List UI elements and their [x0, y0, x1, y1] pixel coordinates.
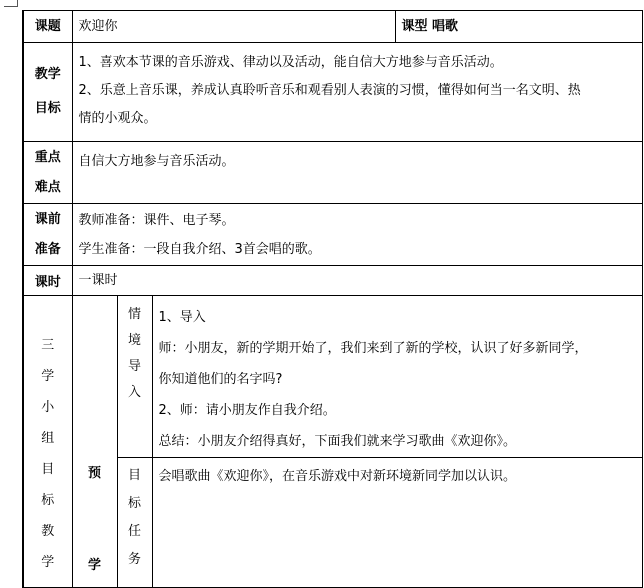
scenario-line: 总结：小朋友介绍得真好，下面我们就来学习歌曲《欢迎你》。	[158, 434, 517, 449]
target-char: 目	[127, 468, 141, 483]
target-char: 标	[127, 496, 141, 511]
preparation-label	[23, 204, 72, 266]
type-value: 唱歌	[432, 18, 459, 34]
corner-mark	[0, 0, 20, 10]
stage-label	[72, 296, 117, 588]
key-points-label-1: 重点	[34, 149, 61, 165]
target-content: 会唱歌曲《欢迎你》，在音乐游戏中对新环境新同学加以认识。	[152, 458, 642, 588]
scenario-char: 导	[127, 359, 141, 374]
lesson-plan-table	[22, 10, 643, 588]
scenario-char: 境	[127, 333, 141, 348]
stage-char-bottom: 学	[87, 558, 101, 573]
scenario-row	[23, 296, 642, 458]
objectives-content	[72, 43, 642, 142]
lesson-type	[395, 11, 642, 43]
key-points-row	[23, 142, 642, 204]
side-char: 目	[41, 462, 55, 477]
teacher-preparation: 教师准备：课件、电子琴。	[78, 213, 235, 228]
scenario-label	[117, 296, 152, 458]
objectives-label-2: 目标	[34, 101, 61, 116]
side-char: 小	[41, 400, 55, 415]
scenario-line: 1、导入	[158, 310, 206, 325]
objectives-row	[23, 43, 642, 142]
scenario-line: 2、师：请小朋友作自我介绍。	[158, 403, 336, 418]
type-label: 课型	[401, 18, 428, 34]
objective-item: 情的小观众。	[78, 111, 157, 126]
target-char: 务	[127, 552, 141, 567]
side-char: 组	[41, 431, 55, 446]
duration-value: 一课时	[72, 266, 642, 296]
objective-item: 2、乐意上音乐课，养成认真聆听音乐和观看别人表演的习惯，懂得如何当一名文明、热	[78, 83, 581, 98]
stage-char-top: 预	[87, 466, 101, 481]
target-label	[117, 458, 152, 588]
key-points-label	[23, 142, 72, 204]
scenario-char: 情	[127, 307, 141, 322]
preparation-label-1: 课前	[34, 211, 61, 227]
preparation-label-2: 准备	[34, 241, 61, 257]
side-char: 教	[41, 524, 55, 539]
side-char: 学	[41, 555, 55, 570]
preparation-content	[72, 204, 642, 266]
key-points-text: 自信大方地参与音乐活动。	[72, 142, 642, 204]
side-char: 标	[41, 493, 55, 508]
preparation-row	[23, 204, 642, 266]
key-points-label-2: 难点	[34, 179, 61, 195]
course-label: 课题	[23, 11, 72, 43]
scenario-line: 你知道他们的名字吗?	[158, 372, 283, 387]
target-char: 任	[127, 524, 141, 539]
objective-item: 1、喜欢本节课的音乐游戏、律动以及活动，能自信大方地参与音乐活动。	[78, 55, 503, 70]
method-side-label	[23, 296, 72, 588]
student-preparation: 学生准备：一段自我介绍、3首会唱的歌。	[78, 242, 321, 257]
scenario-line: 师：小朋友，新的学期开始了，我们来到了新的学校，认识了好多新同学，	[158, 341, 588, 356]
duration-label: 课时	[23, 266, 72, 296]
scenario-content	[152, 296, 642, 458]
duration-row	[23, 266, 642, 296]
course-value: 欢迎你	[72, 11, 395, 43]
objectives-label	[23, 43, 72, 142]
objectives-label-1: 教学	[34, 67, 61, 82]
side-char: 学	[41, 369, 55, 384]
side-char: 三	[41, 338, 55, 353]
scenario-char: 入	[127, 385, 141, 400]
header-row	[23, 11, 642, 43]
